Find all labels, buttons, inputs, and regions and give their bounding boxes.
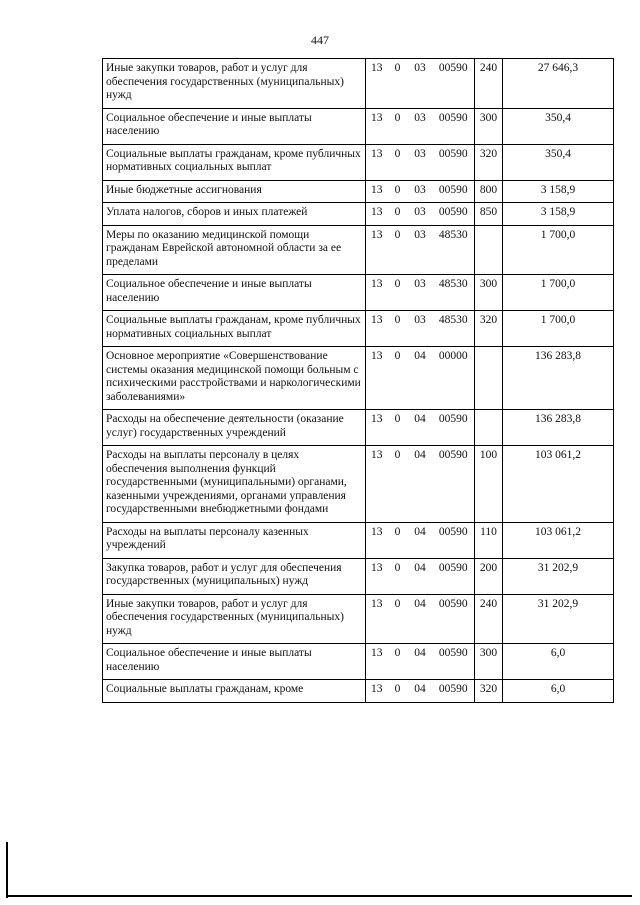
row-code-type: 0 bbox=[388, 180, 408, 203]
row-name: Расходы на обеспечение деятельности (оказание услуг) государственных учреждений bbox=[103, 410, 366, 446]
row-code-direction: 00590 bbox=[433, 410, 475, 446]
row-amount: 6,0 bbox=[503, 644, 614, 680]
row-code-direction: 00590 bbox=[433, 446, 475, 523]
row-code-direction: 00590 bbox=[433, 644, 475, 680]
row-expense-type bbox=[475, 410, 503, 446]
row-amount: 103 061,2 bbox=[503, 522, 614, 558]
table-row bbox=[103, 558, 614, 594]
row-expense-type: 240 bbox=[475, 59, 503, 109]
row-amount: 136 283,8 bbox=[503, 410, 614, 446]
row-code-section: 13 bbox=[366, 594, 388, 644]
table-row bbox=[103, 594, 614, 644]
row-name: Расходы на выплаты персоналу казенных учреждений bbox=[103, 522, 366, 558]
table-row bbox=[103, 144, 614, 180]
row-code-type: 0 bbox=[388, 311, 408, 347]
table-row bbox=[103, 347, 614, 410]
row-name: Социальные выплаты гражданам, кроме публичных нормативных социальных выплат bbox=[103, 311, 366, 347]
row-code-type: 0 bbox=[388, 594, 408, 644]
row-code-section: 13 bbox=[366, 446, 388, 523]
budget-table bbox=[102, 58, 614, 703]
row-code-section: 13 bbox=[366, 225, 388, 275]
row-expense-type bbox=[475, 347, 503, 410]
row-code-type: 0 bbox=[388, 59, 408, 109]
row-expense-type: 320 bbox=[475, 311, 503, 347]
row-code-type: 0 bbox=[388, 144, 408, 180]
row-amount: 1 700,0 bbox=[503, 311, 614, 347]
table-row bbox=[103, 446, 614, 523]
row-code-direction: 48530 bbox=[433, 225, 475, 275]
row-code-subprogram: 04 bbox=[408, 558, 433, 594]
row-code-section: 13 bbox=[366, 410, 388, 446]
row-code-direction: 00590 bbox=[433, 680, 475, 703]
row-code-type: 0 bbox=[388, 446, 408, 523]
row-code-section: 13 bbox=[366, 144, 388, 180]
table-row bbox=[103, 410, 614, 446]
row-code-direction: 00590 bbox=[433, 180, 475, 203]
row-code-type: 0 bbox=[388, 558, 408, 594]
row-code-section: 13 bbox=[366, 180, 388, 203]
row-code-section: 13 bbox=[366, 108, 388, 144]
table-row bbox=[103, 522, 614, 558]
row-code-subprogram: 03 bbox=[408, 311, 433, 347]
row-code-direction: 00590 bbox=[433, 203, 475, 226]
row-code-direction: 00590 bbox=[433, 59, 475, 109]
row-name: Иные бюджетные ассигнования bbox=[103, 180, 366, 203]
row-code-subprogram: 04 bbox=[408, 522, 433, 558]
row-code-type: 0 bbox=[388, 225, 408, 275]
row-code-subprogram: 03 bbox=[408, 275, 433, 311]
row-name: Основное мероприятие «Совершенствование системы оказания медицинской помощи больным с психическими расстройствами и наркологическими заболеваниями» bbox=[103, 347, 366, 410]
row-amount: 136 283,8 bbox=[503, 347, 614, 410]
row-code-section: 13 bbox=[366, 347, 388, 410]
row-code-direction: 00590 bbox=[433, 594, 475, 644]
row-code-subprogram: 03 bbox=[408, 180, 433, 203]
table-row bbox=[103, 311, 614, 347]
row-name: Иные закупки товаров, работ и услуг для обеспечения государственных (муниципальных) нужд bbox=[103, 594, 366, 644]
row-code-section: 13 bbox=[366, 680, 388, 703]
row-amount: 31 202,9 bbox=[503, 558, 614, 594]
page-number: 447 bbox=[311, 33, 329, 47]
row-amount: 31 202,9 bbox=[503, 594, 614, 644]
row-code-subprogram: 04 bbox=[408, 446, 433, 523]
row-name: Расходы на выплаты персоналу в целях обеспечения выполнения функций государственными (муниципальными) органами, казенными учреждениями, органами управления государственными внебюджетными фондами bbox=[103, 446, 366, 523]
table-row bbox=[103, 644, 614, 680]
row-expense-type: 850 bbox=[475, 203, 503, 226]
row-amount: 27 646,3 bbox=[503, 59, 614, 109]
scan-edge-bottom bbox=[6, 895, 632, 897]
scan-edge-left bbox=[6, 842, 8, 898]
row-code-type: 0 bbox=[388, 275, 408, 311]
row-code-direction: 00590 bbox=[433, 144, 475, 180]
row-code-direction: 00590 bbox=[433, 558, 475, 594]
row-code-direction: 00000 bbox=[433, 347, 475, 410]
table-row bbox=[103, 203, 614, 226]
row-code-type: 0 bbox=[388, 522, 408, 558]
row-expense-type: 300 bbox=[475, 108, 503, 144]
row-name: Иные закупки товаров, работ и услуг для обеспечения государственных (муниципальных) нужд bbox=[103, 59, 366, 109]
row-code-subprogram: 03 bbox=[408, 144, 433, 180]
row-code-section: 13 bbox=[366, 522, 388, 558]
table-row bbox=[103, 180, 614, 203]
row-code-subprogram: 03 bbox=[408, 108, 433, 144]
row-code-type: 0 bbox=[388, 203, 408, 226]
row-code-type: 0 bbox=[388, 644, 408, 680]
row-code-type: 0 bbox=[388, 108, 408, 144]
table-row bbox=[103, 225, 614, 275]
row-code-type: 0 bbox=[388, 680, 408, 703]
row-code-subprogram: 04 bbox=[408, 410, 433, 446]
row-expense-type: 100 bbox=[475, 446, 503, 523]
row-code-section: 13 bbox=[366, 59, 388, 109]
row-amount: 6,0 bbox=[503, 680, 614, 703]
table-row bbox=[103, 59, 614, 109]
row-code-subprogram: 03 bbox=[408, 59, 433, 109]
row-amount: 1 700,0 bbox=[503, 275, 614, 311]
row-name: Меры по оказанию медицинской помощи гражданам Еврейской автономной области за ее пределами bbox=[103, 225, 366, 275]
row-code-subprogram: 03 bbox=[408, 203, 433, 226]
row-code-subprogram: 04 bbox=[408, 594, 433, 644]
row-expense-type: 240 bbox=[475, 594, 503, 644]
row-code-section: 13 bbox=[366, 275, 388, 311]
row-expense-type: 300 bbox=[475, 644, 503, 680]
row-code-direction: 00590 bbox=[433, 108, 475, 144]
row-name: Уплата налогов, сборов и иных платежей bbox=[103, 203, 366, 226]
row-amount: 350,4 bbox=[503, 144, 614, 180]
row-name: Социальные выплаты гражданам, кроме публичных нормативных социальных выплат bbox=[103, 144, 366, 180]
row-code-type: 0 bbox=[388, 347, 408, 410]
row-code-section: 13 bbox=[366, 203, 388, 226]
row-expense-type: 320 bbox=[475, 680, 503, 703]
row-code-direction: 48530 bbox=[433, 311, 475, 347]
table-row bbox=[103, 108, 614, 144]
row-name: Социальное обеспечение и иные выплаты населению bbox=[103, 108, 366, 144]
row-code-section: 13 bbox=[366, 558, 388, 594]
row-expense-type: 320 bbox=[475, 144, 503, 180]
row-code-direction: 00590 bbox=[433, 522, 475, 558]
row-amount: 1 700,0 bbox=[503, 225, 614, 275]
row-name: Социальное обеспечение и иные выплаты населению bbox=[103, 644, 366, 680]
row-expense-type: 300 bbox=[475, 275, 503, 311]
row-amount: 350,4 bbox=[503, 108, 614, 144]
row-expense-type: 200 bbox=[475, 558, 503, 594]
row-name: Социальные выплаты гражданам, кроме bbox=[103, 680, 366, 703]
row-code-subprogram: 04 bbox=[408, 347, 433, 410]
row-expense-type: 110 bbox=[475, 522, 503, 558]
row-code-direction: 48530 bbox=[433, 275, 475, 311]
table-body bbox=[103, 59, 614, 703]
row-expense-type bbox=[475, 225, 503, 275]
table-row bbox=[103, 275, 614, 311]
row-code-section: 13 bbox=[366, 311, 388, 347]
row-code-subprogram: 03 bbox=[408, 225, 433, 275]
row-expense-type: 800 bbox=[475, 180, 503, 203]
row-name: Социальное обеспечение и иные выплаты населению bbox=[103, 275, 366, 311]
row-amount: 3 158,9 bbox=[503, 180, 614, 203]
row-name: Закупка товаров, работ и услуг для обеспечения государственных (муниципальных) нужд bbox=[103, 558, 366, 594]
row-code-subprogram: 04 bbox=[408, 644, 433, 680]
row-code-section: 13 bbox=[366, 644, 388, 680]
row-code-type: 0 bbox=[388, 410, 408, 446]
row-amount: 3 158,9 bbox=[503, 203, 614, 226]
row-amount: 103 061,2 bbox=[503, 446, 614, 523]
table-row bbox=[103, 680, 614, 703]
row-code-subprogram: 04 bbox=[408, 680, 433, 703]
